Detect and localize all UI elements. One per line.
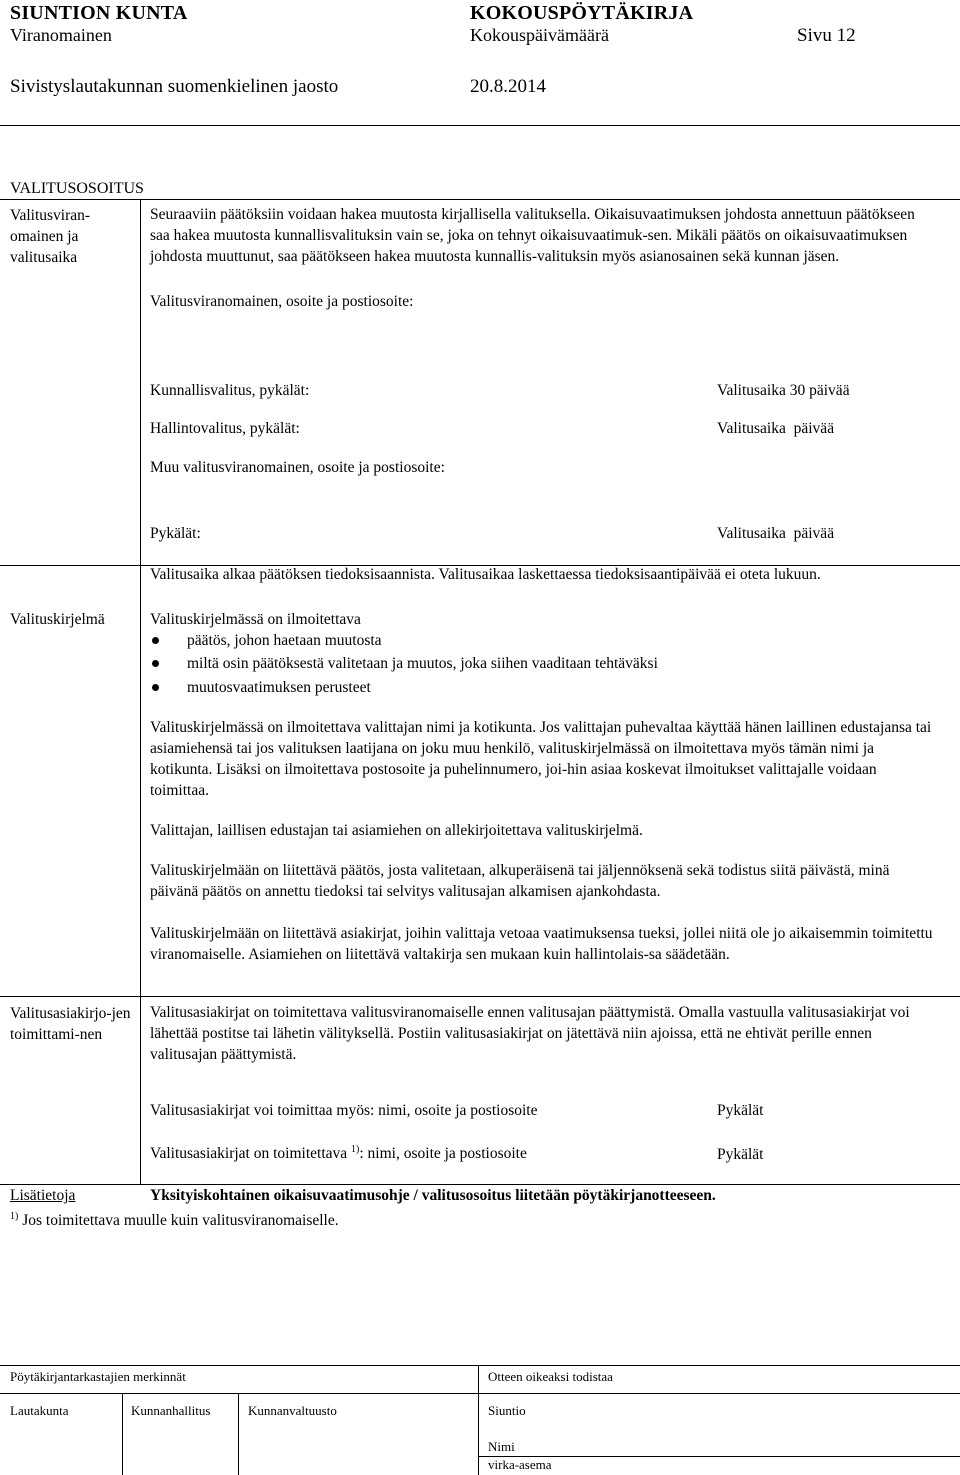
delivery-must-to-tail: : nimi, osoite ja postiosoite (359, 1145, 527, 1163)
appeal-address-label: Valitusviranomainen, osoite ja postiosoite: (150, 293, 414, 310)
footer-board: Lautakunta (10, 1403, 69, 1418)
footnote-marker: 1) (10, 1211, 19, 1222)
footer-place: Siuntio (488, 1403, 526, 1418)
footer-col-rule-1 (122, 1393, 123, 1475)
extra-info-text: Yksityiskohtainen oikaisuvaatimusohje / valitusosoitus liitetään pöytäkirjanotteeseen. (150, 1187, 716, 1204)
section-title: VALITUSOSOITUS (10, 180, 144, 197)
footer-col-rule-2 (238, 1393, 239, 1475)
delivery-paragraph: Valitusasiakirjat on toimitettava valitusviranomaiselle ennen valitusajan päättymistä. Omalla vastuulla valitusasiakirjat voi lähettää postitse tai lähetin välityksellä. Postiin valitusasiakirjat on jätettävä niin ajoissa, että ne ehtivät perille ennen valitusajan päättymistä. (150, 1004, 910, 1063)
bullet-item-3: muutosvaatimuksen perusteet (187, 679, 371, 696)
label-column-rule (140, 199, 141, 1184)
bullet-dot (152, 660, 159, 667)
footer-municipal-government: Kunnanhallitus (131, 1403, 211, 1418)
bullet-item-1: päätös, johon haetaan muutosta (187, 632, 382, 649)
municipal-appeal-sections: Kunnallisvalitus, pykälät: (150, 382, 310, 399)
other-appeal-period: Valitusaika päivää (717, 525, 835, 542)
appeal-period-note: Valitusaika alkaa päätöksen tiedoksisaannista. Valitusaikaa laskettaessa tiedoksisaantipäivää ei oteta lukuun. (150, 566, 821, 583)
footer-certified-copy: Otteen oikeaksi todistaa (488, 1369, 613, 1384)
doc-type: KOKOUSPÖYTÄKIRJA (470, 2, 694, 24)
appeal-letter-p3: Valituskirjelmään on liitettävä päätös, josta valitetaan, alkuperäisenä tai jäljennöksenä sekä todistus siitä päivästä, minä päivänä päätös on annettu tiedoksi tai selvitys valitusajan alkamisen ajankohdasta. (150, 862, 890, 900)
extra-info-label: Lisätietoja (10, 1187, 76, 1204)
delivery-must-sections: Pykälät (717, 1146, 764, 1163)
appeal-letter-label: Valituskirjelmä (10, 611, 105, 628)
appeal-letter-p1: Valituskirjelmässä on ilmoitettava valittajan nimi ja kotikunta. Jos valittajan puhevaltaa käyttää hänen laillinen edustajansa tai asiamiehensä tai jos valituksen laatijana on joku muu henkilö, valituskirjelmässä on ilmoitettava myös tämän nimi ja kotikunta. Lisäksi on ilmoitettava postosoite ja puhelinnumero, joi-hin asiaa koskevat ilmoitukset valittajalle voidaan toimittaa. (150, 719, 932, 799)
table-top-rule (0, 199, 960, 200)
appeal-authority-label: Valitusviran-omainen ja valitusaika (10, 207, 91, 266)
footnote (10, 1207, 339, 1231)
delivery-also-to: Valitusasiakirjat voi toimittaa myös: nimi, osoite ja postiosoite (150, 1102, 538, 1119)
bullet-dot (152, 637, 159, 644)
header-divider (0, 125, 960, 126)
footnote-marker: 1) (351, 1144, 360, 1155)
appeal-letter-p2: Valittajan, laillisen edustajan tai asiamiehen on allekirjoitettava valituskirjelmä. (150, 822, 643, 839)
delivery-must-to (150, 1140, 527, 1164)
authority-name: Sivistyslautakunnan suomenkielinen jaosto (10, 76, 339, 97)
municipal-appeal-period: Valitusaika 30 päivää (717, 382, 850, 399)
delivery-label: Valitusasiakirjo-jen toimittami-nen (10, 1005, 131, 1043)
bullet-dot (152, 684, 159, 691)
admin-appeal-sections: Hallintovalitus, pykälät: (150, 420, 300, 437)
org-name: SIUNTION KUNTA (10, 2, 188, 24)
footer-municipal-council: Kunnanvaltuusto (248, 1403, 337, 1418)
appeal-letter-p4: Valituskirjelmään on liitettävä asiakirjat, joihin valittaja vetoaa vaatimuksensa tueksi, jollei niitä ole jo aikaisemmin toimitettu viranomaiselle. Asiamiehen on liitettävä valtakirja sen mukaan kuin hallintolais-sa säädetään. (150, 925, 933, 963)
appeal-authority-paragraph: Seuraaviin päätöksiin voidaan hakea muutosta kirjallisella valituksella. Oikaisuvaatimuksen johdosta annettuun päätökseen saa hakea muutosta kunnallisvalituksin vain se, joka on tehnyt oikaisuvaatimuk-sen. Mikäli päätös on oikaisuvaatimuksen johdosta muuttunut, saa päätökseen hakea muutosta kunnallis-valituksin myös asianosainen sekä kunnan jäsen. (150, 206, 915, 265)
other-authority-address: Muu valitusviranomainen, osoite ja postiosoite: (150, 459, 445, 476)
bullet-item-2: miltä osin päätöksestä valitetaan ja muutos, joka siihen vaaditaan tehtäväksi (187, 655, 658, 672)
footer-rule-2 (0, 1393, 960, 1394)
delivery-must-to-text: Valitusasiakirjat on toimitettava (150, 1145, 348, 1163)
footnote-text: Jos toimitettava muulle kuin valitusviranomaiselle. (18, 1212, 339, 1230)
footer-name: Nimi (488, 1439, 515, 1454)
other-sections: Pykälät: (150, 525, 201, 542)
footer-checkers: Pöytäkirjantarkastajien merkinnät (10, 1369, 186, 1384)
admin-appeal-period: Valitusaika päivää (717, 420, 835, 437)
page-number: Sivu 12 (797, 25, 856, 46)
row-rule-2 (0, 996, 960, 997)
row-rule-3 (0, 1184, 960, 1185)
date-label: Kokouspäivämäärä (470, 25, 609, 45)
footer-top-rule (0, 1365, 960, 1366)
delivery-also-sections: Pykälät (717, 1102, 764, 1119)
meeting-date: 20.8.2014 (470, 76, 546, 97)
footer-center-rule (478, 1365, 479, 1475)
authority-label: Viranomainen (10, 25, 112, 45)
appeal-letter-intro: Valituskirjelmässä on ilmoitettava (150, 611, 361, 628)
footer-title: virka-asema (488, 1457, 552, 1472)
